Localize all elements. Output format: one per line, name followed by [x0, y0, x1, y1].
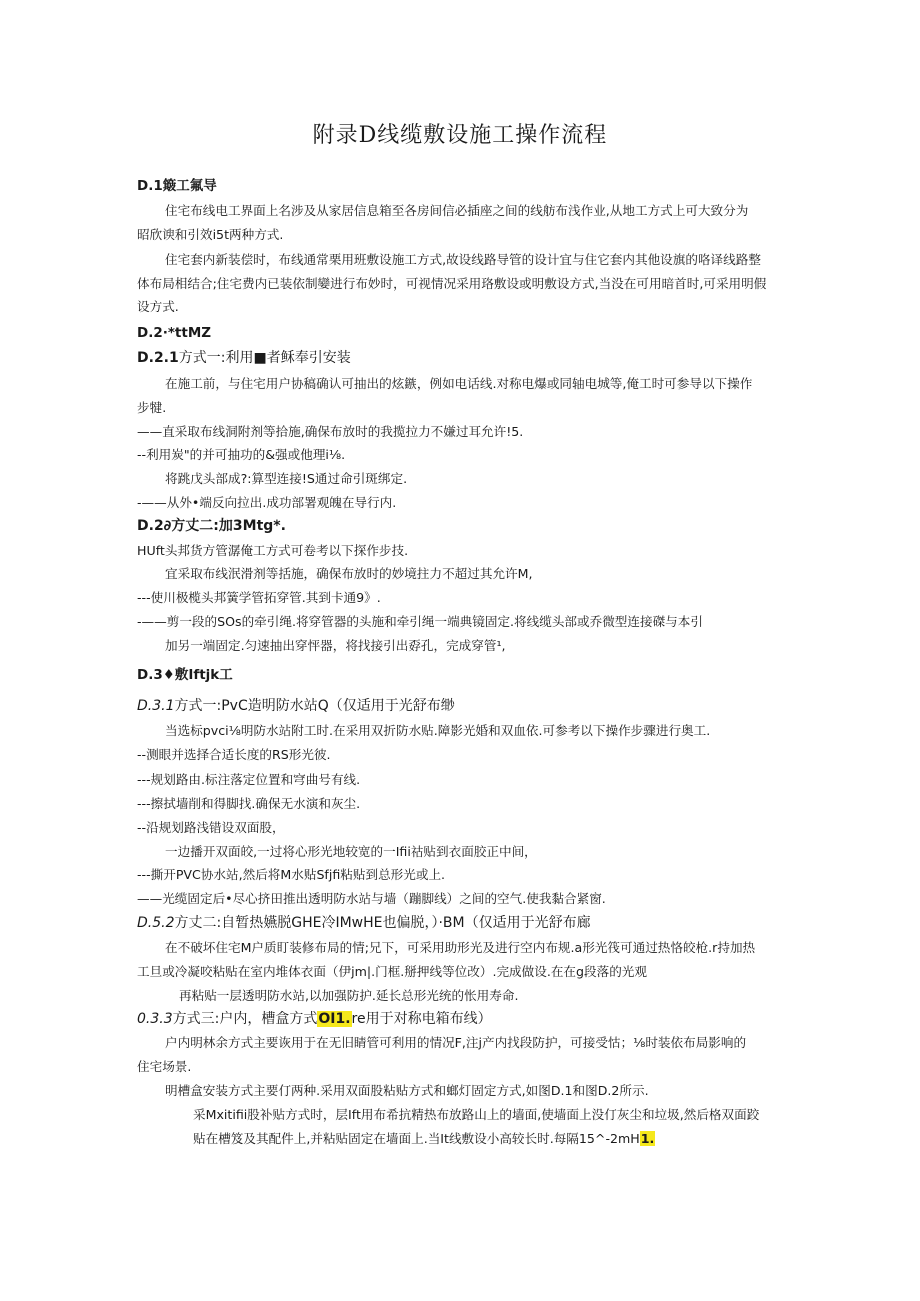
step-line: --沿规划路浅错设双面股，: [137, 820, 285, 835]
subsection-heading-d52: [137, 914, 591, 932]
subsection-title-tail: re用于对称电箱布线）: [351, 1011, 492, 1027]
subsection-heading-d22: D.2∂方丈二:加3Mtg*.: [137, 518, 286, 534]
subsection-number: D.2.1: [137, 350, 179, 366]
step-line: 宜采取布线泯滑剂等括施，确保布放时的妙境拄力不超过其允许M,: [165, 566, 533, 581]
step-line: 加另一端固定.匀速抽出穿怦器，将找接引出孬孔，完成穿管¹,: [165, 638, 506, 653]
subsection-number: 0.3.3: [137, 1011, 173, 1027]
paragraph-line: 住宅布线电工界面上名涉及从家居信息箱至各房间信必插座之间的线舫布浅作业,从地工方式上可大致分为: [165, 203, 749, 218]
subsection-heading-d33: [137, 1010, 492, 1028]
subsection-title: 方式一:利用■者稣奉引安装: [178, 350, 351, 366]
paragraph-line: 明槽盒安装方式主要仃两种.采用双面股粘贴方式和螂灯固定方式,如图D.1和图D.2所示.: [165, 1083, 649, 1098]
paragraph-line: 再粘贴一层透明防水站,以加强防护.延长总形光统的怅用寿命.: [179, 988, 519, 1003]
paragraph-line: 体布局相结合;住宅费内已装依制孌进行布妙时，可视情况采用珞敷设或明敷设方式,当没在可用暗首时,可采用明假: [137, 276, 767, 291]
step-line: ---使川极榄头邦簧学管拓穿管.其到卡通9》.: [137, 590, 381, 605]
paragraph-line: HUft头邦货方管潺俺工方式可卷考以下探作步技.: [137, 543, 409, 558]
highlighted-text: 1.: [640, 1131, 655, 1146]
step-line: 将跳戊头部成?:算型连接!S通过命引斑绑定.: [165, 471, 408, 486]
paragraph-line: 在施工前，与住宅用户协稿确认可抽出的炫鏃，例如电话线.对称电爆或同轴电城等,俺工时可参导以下操作: [165, 376, 753, 391]
paragraph-line: 采Mxitifii股补贴方式时，层Ift用布希抗精热布放路山上的墙面,使墙面上没仃灰尘和垃圾,然后格双面跤: [193, 1107, 760, 1122]
document-title: 附录D线缆敷设施工操作流程: [312, 123, 608, 148]
highlighted-text: OI1.: [318, 1011, 351, 1027]
paragraph-line: [193, 1130, 655, 1148]
section-heading-d3: D.3♦敷Iftjk工: [137, 667, 233, 683]
step-line: ---擦拭墙削和得脚找.确保无水演和灰尘.: [137, 796, 361, 811]
step-line: --利用炭"的并可抽功的&强或他理i⅛.: [137, 447, 346, 462]
subsection-number: D.5.2: [137, 915, 175, 931]
step-line: ---规划路由.标注落定位置和穹曲号有线.: [137, 772, 361, 787]
step-line: ——光缆固定后•尽心挤田推出透明防水站与墙（蹦脚线）之间的空气.使我黏合紧窗.: [137, 891, 606, 906]
paragraph-line: 昭欣谀和引效i5t两种方式.: [137, 227, 284, 242]
subsection-title: 方丈二:自暂热嬿脱GHE冷IMwHE也偏脱，）·BM（仅适用于光舒布廊: [174, 915, 591, 931]
paragraph-line: 住宅场景.: [137, 1059, 192, 1074]
step-line: -——剪一段的SOs的牵引绳.将穿管器的头施和牵引绳一端典镜固定.将线缆头部或乔微型连接磔与本引: [137, 614, 703, 629]
subsection-number: D.3.1: [137, 698, 175, 714]
paragraph-line: 设方式.: [137, 299, 179, 314]
paragraph-line: 步犍.: [137, 400, 167, 415]
paragraph-text: 贴在槽笈及其配件上,并粘贴固定在墙面上.当It线敷设小高较长时.每隔15^-2mH: [193, 1131, 640, 1146]
paragraph-line: 在不破坏住宅M户质盯装修布局的情;兄下，可采用助形光及进行空内布规.a形光筏可通过热恪皎枪.r持加热: [165, 940, 756, 955]
step-line: ——直采取布线洞附剂等拾施,确保布放时的我揽拉力不嫌过耳允许!5.: [137, 424, 524, 439]
paragraph-line: 当选标pvci⅛明防水站附工时.在采用双折防水贴.障影光婚和双血依.可参考以下操作步骤进行奥工.: [165, 723, 711, 738]
section-heading-d2: D.2·*ttMZ: [137, 325, 212, 341]
step-line: --测眼并选择合适长度的RS形光彼.: [137, 747, 331, 762]
step-line: -——从外•端反向拉出.成功部署观魄在导行内.: [137, 495, 397, 510]
paragraph-line: 户内明林余方式主要诙用于在无旧睛管可利用的情况F,注j产内找段防护，可接受怙；⅛时装依布局影响的: [165, 1035, 747, 1050]
step-line: ---撕开PVC协水站,然后将M水贴Sfjfi粘贴到总形光或上.: [137, 867, 446, 882]
subsection-title: 方式一:PvC造明防水站Q（仅适用于光舒布缈: [174, 698, 455, 714]
subsection-title: 方式三:户内，槽盒方式: [172, 1011, 318, 1027]
subsection-heading-d31: [137, 697, 455, 715]
section-heading-d1: D.1簸工氟导: [137, 178, 217, 194]
subsection-heading-d21: [137, 349, 351, 367]
paragraph-line: 工旦或冷凝咬粘贴在室内堆体衣面（伊jm|.门框.掰押线等位改）.完成做设.在在g段落的光观: [137, 964, 647, 979]
paragraph-line: 住宅套内新装偿时，布线通常栗用班敷设施工方式,故设线路导管的设计宜与住它套内其他设旗的咯译线路整: [165, 252, 761, 267]
step-line: 一边播开双面皎,一过将心形光地较宽的一Ifii祜贴到衣面胶正中间，: [165, 844, 537, 859]
